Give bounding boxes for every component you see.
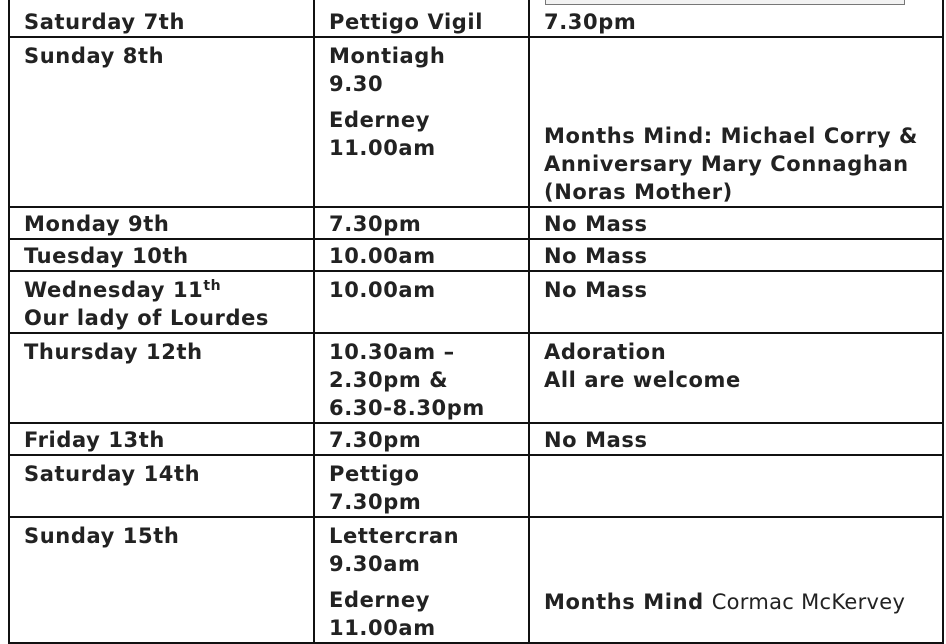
note-cell xyxy=(529,333,943,423)
table-row xyxy=(9,239,943,271)
day-label: Friday 13th xyxy=(24,428,165,452)
note-label: 7.30pm xyxy=(544,10,637,34)
table-row xyxy=(9,37,943,207)
note-bold: Months Mind xyxy=(544,590,704,614)
mass-time: 9.30 xyxy=(329,72,384,96)
time-label: 10.30am – xyxy=(329,340,455,364)
note-label: Anniversary Mary Connaghan xyxy=(544,152,909,176)
day-label: Saturday 7th xyxy=(24,10,185,34)
note-label: All are welcome xyxy=(544,368,741,392)
mass-schedule-table xyxy=(8,0,944,644)
note-cell xyxy=(529,207,943,239)
note-cell xyxy=(529,517,943,643)
table-row xyxy=(9,423,943,455)
day-cell xyxy=(9,517,314,643)
time-cell xyxy=(314,517,529,643)
day-cell xyxy=(9,207,314,239)
time-cell xyxy=(314,0,529,37)
time-cell xyxy=(314,455,529,517)
day-label: Monday 9th xyxy=(24,212,170,236)
note-cell xyxy=(529,423,943,455)
day-cell xyxy=(9,423,314,455)
day-cell xyxy=(9,37,314,207)
mass-time: 11.00am xyxy=(329,136,436,160)
note-cell xyxy=(529,271,943,333)
church-name: Ederney xyxy=(329,588,431,612)
note-label: Months Mind: Michael Corry & xyxy=(544,124,918,148)
time-label: Pettigo Vigil xyxy=(329,10,483,34)
table-row xyxy=(9,517,943,643)
day-label: Saturday 14th xyxy=(24,462,201,486)
note-cell xyxy=(529,455,943,517)
day-cell xyxy=(9,0,314,37)
time-cell xyxy=(314,333,529,423)
mass-time: 9.30am xyxy=(329,552,421,576)
note-label: No Mass xyxy=(544,212,648,236)
note-label: (Noras Mother) xyxy=(544,180,733,204)
note-label: No Mass xyxy=(544,244,648,268)
time-label: 10.00am xyxy=(329,244,436,268)
time-cell xyxy=(314,271,529,333)
time-label: 2.30pm & xyxy=(329,368,449,392)
feast-label: Our lady of Lourdes xyxy=(24,306,270,330)
day-label: Tuesday 10th xyxy=(24,244,189,268)
mass-time: 11.00am xyxy=(329,616,436,640)
church-name: Lettercran xyxy=(329,524,460,548)
time-label: 6.30-8.30pm xyxy=(329,396,485,420)
table-row xyxy=(9,333,943,423)
day-label: Wednesday 11th xyxy=(24,278,222,302)
note-label xyxy=(544,588,928,616)
note-label: No Mass xyxy=(544,428,648,452)
note-label: Adoration xyxy=(544,340,667,364)
ordinal-suffix: th xyxy=(203,278,222,294)
mass-time: 7.30pm xyxy=(329,490,422,514)
church-name: Pettigo xyxy=(329,462,420,486)
time-cell xyxy=(314,207,529,239)
note-label: No Mass xyxy=(544,278,648,302)
time-cell xyxy=(314,239,529,271)
church-name: Montiagh xyxy=(329,44,446,68)
church-name: Ederney xyxy=(329,108,431,132)
day-label: Sunday 8th xyxy=(24,44,165,68)
day-cell xyxy=(9,239,314,271)
table-row xyxy=(9,455,943,517)
day-label: Thursday 12th xyxy=(24,340,203,364)
note-cell xyxy=(529,239,943,271)
table-row xyxy=(9,207,943,239)
time-label: 7.30pm xyxy=(329,428,422,452)
note-cell xyxy=(529,37,943,207)
day-cell xyxy=(9,271,314,333)
day-cell xyxy=(9,455,314,517)
note-name: Cormac McKervey xyxy=(711,590,906,614)
time-cell xyxy=(314,423,529,455)
time-label: 7.30pm xyxy=(329,212,422,236)
table-row xyxy=(9,271,943,333)
time-cell xyxy=(314,37,529,207)
time-label: 10.00am xyxy=(329,278,436,302)
day-label: Sunday 15th xyxy=(24,524,180,548)
note-cell xyxy=(529,0,943,37)
day-cell xyxy=(9,333,314,423)
table-row xyxy=(9,0,943,37)
